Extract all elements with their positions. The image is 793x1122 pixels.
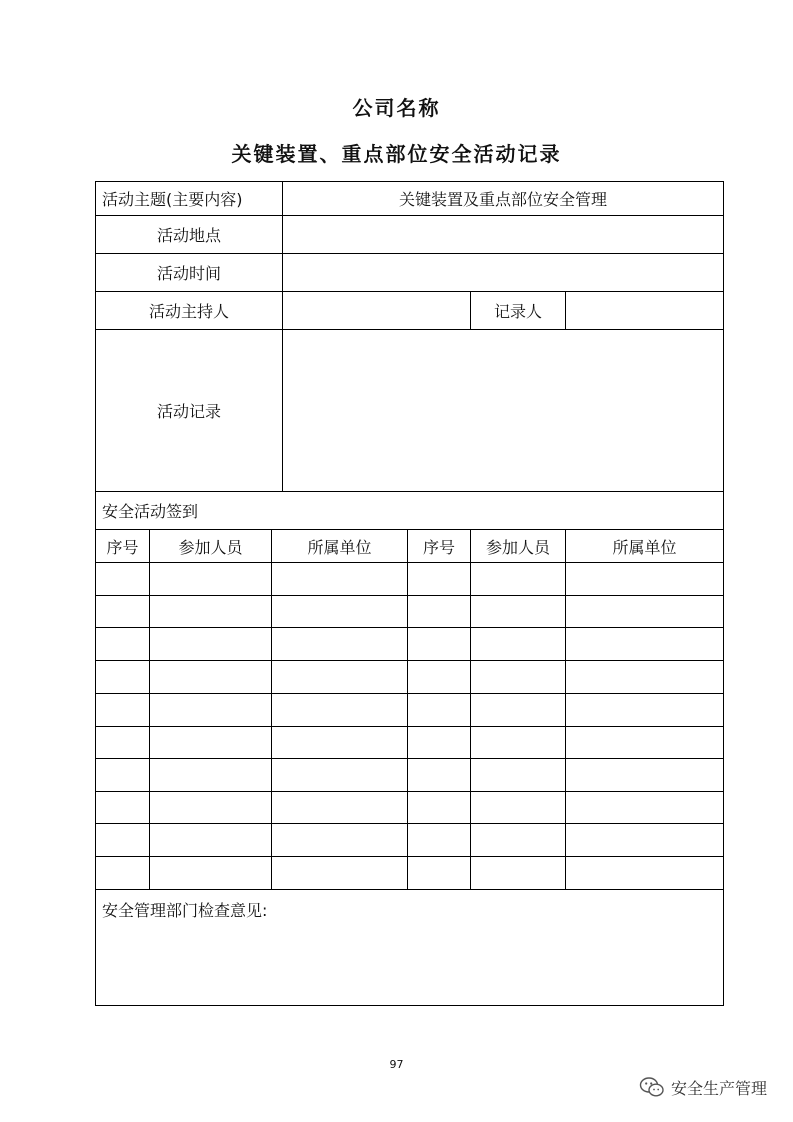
table-cell[interactable]: [272, 596, 408, 628]
table-cell[interactable]: [408, 694, 471, 727]
signin-table-row: [96, 759, 724, 792]
column-header: 参加人员: [471, 530, 566, 563]
table-cell[interactable]: [408, 792, 471, 824]
table-cell[interactable]: [471, 857, 566, 890]
document-title: 关键装置、重点部位安全活动记录: [231, 142, 562, 166]
column-header: 参加人员: [150, 530, 272, 563]
table-cell[interactable]: [408, 824, 471, 857]
record-label: 活动记录: [96, 330, 283, 492]
table-cell[interactable]: [566, 857, 724, 890]
table-cell[interactable]: [96, 628, 150, 661]
time-label: 活动时间: [96, 254, 283, 292]
table-cell[interactable]: [272, 661, 408, 694]
column-header: 所属单位: [566, 530, 724, 563]
column-header: 序号: [408, 530, 471, 563]
table-cell[interactable]: [408, 596, 471, 628]
table-cell[interactable]: [471, 824, 566, 857]
table-cell[interactable]: [471, 596, 566, 628]
table-cell[interactable]: [96, 824, 150, 857]
column-header: 所属单位: [272, 530, 408, 563]
signin-table-row: [96, 792, 724, 824]
theme-label: 活动主题(主要内容): [96, 182, 283, 216]
table-cell[interactable]: [150, 694, 272, 727]
table-cell[interactable]: [272, 857, 408, 890]
opinion-row: [96, 890, 724, 1006]
host-label: 活动主持人: [96, 292, 283, 330]
time-row: [96, 254, 724, 292]
table-cell[interactable]: [96, 792, 150, 824]
table-cell[interactable]: [408, 563, 471, 596]
signin-table-row: [96, 857, 724, 890]
table-cell[interactable]: [272, 759, 408, 792]
table-cell[interactable]: [471, 661, 566, 694]
record-row: [96, 330, 724, 492]
table-cell[interactable]: [272, 563, 408, 596]
location-value[interactable]: [283, 216, 724, 254]
table-cell[interactable]: [150, 596, 272, 628]
record-value[interactable]: [283, 330, 724, 492]
table-cell[interactable]: [566, 563, 724, 596]
table-cell[interactable]: [272, 727, 408, 759]
recorder-label: 记录人: [471, 292, 566, 330]
theme-value[interactable]: 关键装置及重点部位安全管理: [283, 182, 724, 216]
signin-table-row: [96, 727, 724, 759]
signin-table-row: [96, 694, 724, 727]
table-cell[interactable]: [272, 792, 408, 824]
table-cell[interactable]: [272, 694, 408, 727]
location-label: 活动地点: [96, 216, 283, 254]
time-value[interactable]: [283, 254, 724, 292]
table-cell[interactable]: [150, 857, 272, 890]
table-cell[interactable]: [408, 857, 471, 890]
table-cell[interactable]: [566, 727, 724, 759]
signin-table-row: [96, 563, 724, 596]
column-header: 序号: [96, 530, 150, 563]
table-cell[interactable]: [272, 824, 408, 857]
table-cell[interactable]: [566, 759, 724, 792]
signin-table-row: [96, 628, 724, 661]
table-cell[interactable]: [566, 694, 724, 727]
table-cell[interactable]: [150, 563, 272, 596]
signin-label: 安全活动签到: [96, 492, 724, 530]
table-cell[interactable]: [408, 759, 471, 792]
signin-table-row: [96, 596, 724, 628]
table-cell[interactable]: [471, 694, 566, 727]
table-cell[interactable]: [96, 727, 150, 759]
table-cell[interactable]: [150, 824, 272, 857]
recorder-value[interactable]: [566, 292, 724, 330]
theme-row: [96, 182, 724, 216]
table-cell[interactable]: [96, 661, 150, 694]
location-row: [96, 216, 724, 254]
table-cell[interactable]: [471, 792, 566, 824]
table-cell[interactable]: [96, 759, 150, 792]
host-row: [96, 292, 724, 330]
table-cell[interactable]: [471, 563, 566, 596]
wechat-icon: [639, 1075, 665, 1099]
table-cell[interactable]: [150, 628, 272, 661]
table-cell[interactable]: [96, 563, 150, 596]
host-value[interactable]: [283, 292, 471, 330]
signin-header-row: [96, 530, 724, 563]
table-cell[interactable]: [566, 661, 724, 694]
table-cell[interactable]: [566, 792, 724, 824]
table-cell[interactable]: [96, 694, 150, 727]
table-cell[interactable]: [471, 727, 566, 759]
table-cell[interactable]: [408, 661, 471, 694]
table-cell[interactable]: [408, 628, 471, 661]
company-name: 公司名称: [352, 96, 441, 120]
table-cell[interactable]: [150, 661, 272, 694]
table-cell[interactable]: [96, 857, 150, 890]
table-cell[interactable]: [150, 792, 272, 824]
signin-table-row: [96, 661, 724, 694]
page-number: 97: [389, 1058, 404, 1071]
table-cell[interactable]: [471, 759, 566, 792]
table-cell[interactable]: [566, 596, 724, 628]
signin-row: [96, 492, 724, 530]
watermark-text: 安全生产管理: [670, 1078, 767, 1098]
table-cell[interactable]: [272, 628, 408, 661]
table-cell[interactable]: [566, 628, 724, 661]
watermark: [639, 1075, 767, 1099]
table-cell[interactable]: [150, 759, 272, 792]
opinion-label[interactable]: 安全管理部门检查意见:: [96, 890, 724, 1006]
activity-record-form: [95, 181, 724, 1006]
signin-table-row: [96, 824, 724, 857]
table-cell[interactable]: [150, 727, 272, 759]
table-cell[interactable]: [408, 727, 471, 759]
table-cell[interactable]: [566, 824, 724, 857]
table-cell[interactable]: [96, 596, 150, 628]
table-cell[interactable]: [471, 628, 566, 661]
